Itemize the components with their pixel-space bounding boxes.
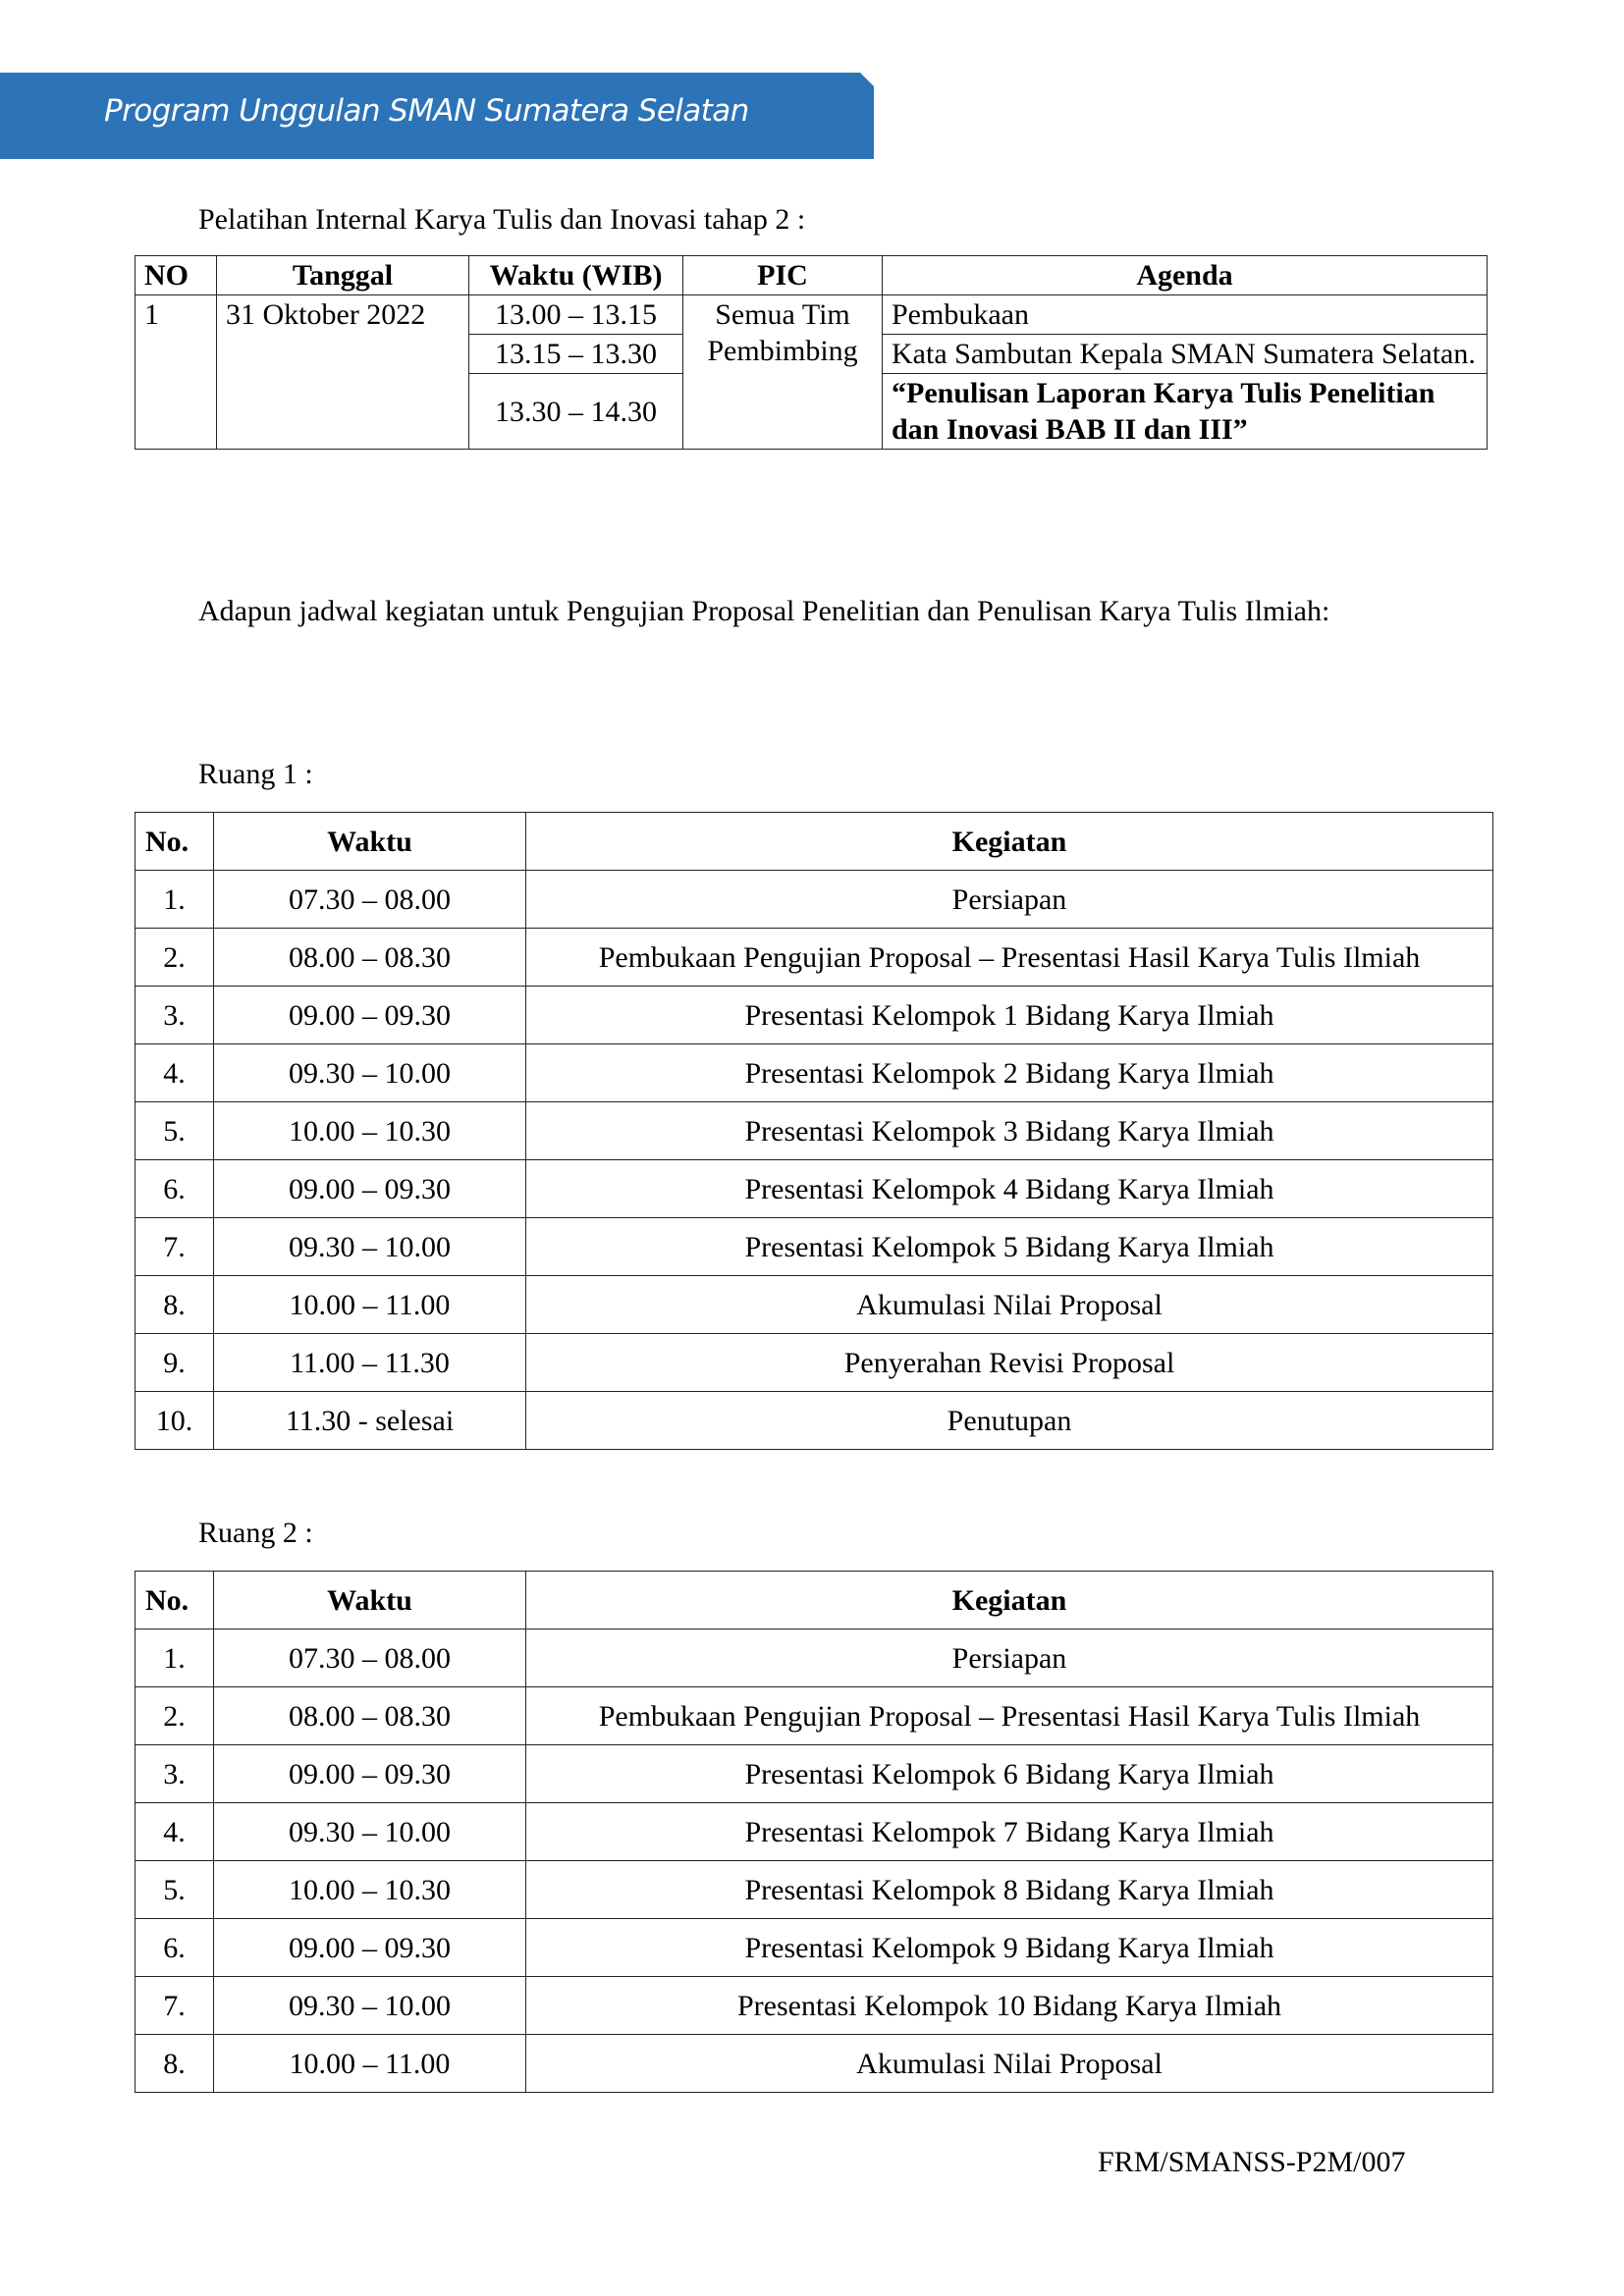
- table-row: [135, 1977, 1493, 2035]
- table-row: [135, 1745, 1493, 1803]
- row-time: 09.30 – 10.00: [214, 1218, 526, 1276]
- table-row: [135, 1044, 1493, 1102]
- row-time: 11.30 - selesai: [214, 1392, 526, 1450]
- intro-text: Pelatihan Internal Karya Tulis dan Inovasi tahap 2 :: [198, 203, 806, 236]
- row-no: 2.: [135, 1687, 214, 1745]
- row-time: 13.00 – 13.15: [469, 295, 683, 335]
- row-time: 09.00 – 09.30: [214, 987, 526, 1044]
- row-activity: Presentasi Kelompok 4 Bidang Karya Ilmiah: [526, 1160, 1493, 1218]
- row-time: 09.00 – 09.30: [214, 1745, 526, 1803]
- row-activity: Presentasi Kelompok 2 Bidang Karya Ilmiah: [526, 1044, 1493, 1102]
- room1-label: Ruang 1 :: [198, 758, 313, 790]
- row-activity: Presentasi Kelompok 7 Bidang Karya Ilmiah: [526, 1803, 1493, 1861]
- row-activity: Presentasi Kelompok 1 Bidang Karya Ilmiah: [526, 987, 1493, 1044]
- row-no: 9.: [135, 1334, 214, 1392]
- header-time: Waktu: [214, 1572, 526, 1629]
- row-no: 1.: [135, 1629, 214, 1687]
- row-no: 1.: [135, 871, 214, 929]
- row-activity: Akumulasi Nilai Proposal: [526, 2035, 1493, 2093]
- row-time: 08.00 – 08.30: [214, 1687, 526, 1745]
- row-time: 09.30 – 10.00: [214, 1803, 526, 1861]
- table-row: [135, 1218, 1493, 1276]
- row-no: 3.: [135, 1745, 214, 1803]
- row-time: 13.15 – 13.30: [469, 335, 683, 374]
- row-activity: Presentasi Kelompok 9 Bidang Karya Ilmiah: [526, 1919, 1493, 1977]
- row-time: 07.30 – 08.00: [214, 871, 526, 929]
- row-date: 31 Oktober 2022: [217, 295, 469, 450]
- header-time: Waktu: [214, 813, 526, 871]
- table-row: [135, 2035, 1493, 2093]
- row-activity: Persiapan: [526, 1629, 1493, 1687]
- header-no: NO: [135, 256, 217, 295]
- row-time: 09.00 – 09.30: [214, 1919, 526, 1977]
- row-activity: Persiapan: [526, 871, 1493, 929]
- row-agenda: “Penulisan Laporan Karya Tulis Penelitian dan Inovasi BAB II dan III”: [883, 374, 1488, 450]
- row-time: 09.30 – 10.00: [214, 1044, 526, 1102]
- header-agenda: Agenda: [883, 256, 1488, 295]
- row-no: 4.: [135, 1044, 214, 1102]
- row-activity: Pembukaan Pengujian Proposal – Presentasi Hasil Karya Tulis Ilmiah: [526, 1687, 1493, 1745]
- header-pic: PIC: [683, 256, 883, 295]
- table-header-row: [135, 256, 1488, 295]
- row-activity: Pembukaan Pengujian Proposal – Presentasi Hasil Karya Tulis Ilmiah: [526, 929, 1493, 987]
- row-no: 8.: [135, 1276, 214, 1334]
- row-time: 08.00 – 08.30: [214, 929, 526, 987]
- table-row: [135, 1629, 1493, 1687]
- row-activity: Presentasi Kelompok 10 Bidang Karya Ilmiah: [526, 1977, 1493, 2035]
- table-row: [135, 1276, 1493, 1334]
- row-time: 11.00 – 11.30: [214, 1334, 526, 1392]
- row-activity: Penutupan: [526, 1392, 1493, 1450]
- row-time: 07.30 – 08.00: [214, 1629, 526, 1687]
- row-no: 1: [135, 295, 217, 450]
- row-no: 5.: [135, 1861, 214, 1919]
- training-agenda-table: [135, 255, 1488, 450]
- row-no: 3.: [135, 987, 214, 1044]
- row-no: 5.: [135, 1102, 214, 1160]
- room1-schedule-table: [135, 812, 1493, 1450]
- row-no: 4.: [135, 1803, 214, 1861]
- schedule-paragraph: Adapun jadwal kegiatan untuk Pengujian Proposal Penelitian dan Penulisan Karya Tulis Ilmiah:: [198, 595, 1330, 627]
- table-row: [135, 1919, 1493, 1977]
- row-activity: Presentasi Kelompok 6 Bidang Karya Ilmiah: [526, 1745, 1493, 1803]
- table-row: [135, 295, 1488, 335]
- header-no: No.: [135, 813, 214, 871]
- row-activity: Akumulasi Nilai Proposal: [526, 1276, 1493, 1334]
- room2-schedule-table: [135, 1571, 1493, 2093]
- row-agenda: Pembukaan: [883, 295, 1488, 335]
- row-agenda: Kata Sambutan Kepala SMAN Sumatera Selatan.: [883, 335, 1488, 374]
- table-header-row: [135, 813, 1493, 871]
- row-no: 2.: [135, 929, 214, 987]
- table-row: [135, 1102, 1493, 1160]
- table-row: [135, 1334, 1493, 1392]
- table-row: [135, 1160, 1493, 1218]
- table-header-row: [135, 1572, 1493, 1629]
- table-row: [135, 929, 1493, 987]
- header-activity: Kegiatan: [526, 813, 1493, 871]
- table-row: [135, 1687, 1493, 1745]
- row-activity: Presentasi Kelompok 3 Bidang Karya Ilmiah: [526, 1102, 1493, 1160]
- row-time: 09.00 – 09.30: [214, 1160, 526, 1218]
- table-row: [135, 1803, 1493, 1861]
- header-no: No.: [135, 1572, 214, 1629]
- row-time: 13.30 – 14.30: [469, 374, 683, 450]
- row-activity: Penyerahan Revisi Proposal: [526, 1334, 1493, 1392]
- row-no: 8.: [135, 2035, 214, 2093]
- row-time: 10.00 – 10.30: [214, 1102, 526, 1160]
- header-title: Program Unggulan SMAN Sumatera Selatan: [104, 93, 749, 129]
- row-no: 7.: [135, 1977, 214, 2035]
- table-row: [135, 1861, 1493, 1919]
- row-no: 6.: [135, 1919, 214, 1977]
- header-date: Tanggal: [217, 256, 469, 295]
- table-row: [135, 1392, 1493, 1450]
- row-time: 09.30 – 10.00: [214, 1977, 526, 2035]
- table-row: [135, 871, 1493, 929]
- row-activity: Presentasi Kelompok 5 Bidang Karya Ilmiah: [526, 1218, 1493, 1276]
- row-time: 10.00 – 11.00: [214, 2035, 526, 2093]
- table-row: [135, 987, 1493, 1044]
- row-no: 6.: [135, 1160, 214, 1218]
- header-activity: Kegiatan: [526, 1572, 1493, 1629]
- row-pic: Semua Tim Pembimbing: [683, 295, 883, 450]
- row-no: 7.: [135, 1218, 214, 1276]
- row-no: 10.: [135, 1392, 214, 1450]
- form-code: FRM/SMANSS-P2M/007: [1098, 2146, 1406, 2178]
- row-time: 10.00 – 10.30: [214, 1861, 526, 1919]
- room2-label: Ruang 2 :: [198, 1517, 313, 1549]
- row-time: 10.00 – 11.00: [214, 1276, 526, 1334]
- row-activity: Presentasi Kelompok 8 Bidang Karya Ilmiah: [526, 1861, 1493, 1919]
- header-time: Waktu (WIB): [469, 256, 683, 295]
